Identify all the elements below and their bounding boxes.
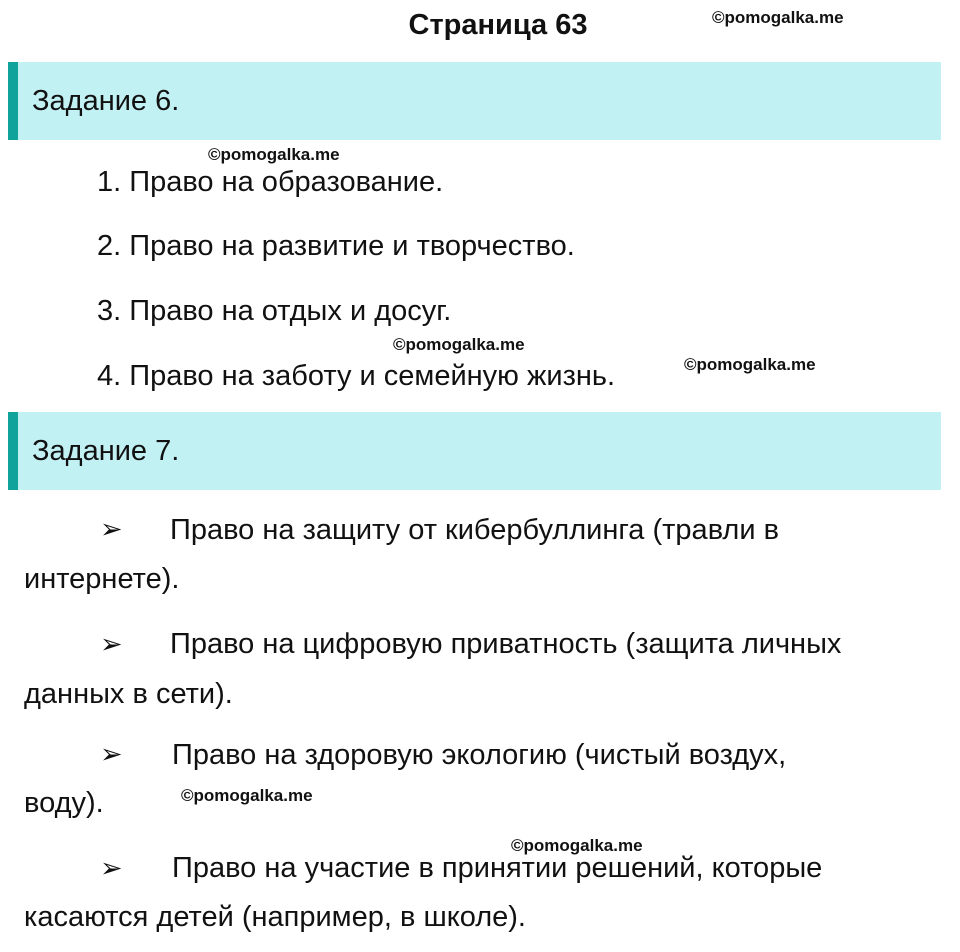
task7-item-2-line1: Право на цифровую приватность (защита личных: [170, 628, 842, 660]
task6-item-1: 1. Право на образование.: [97, 166, 444, 198]
task7-heading: Задание 7.: [32, 435, 180, 467]
watermark: ©pomogalka.me: [511, 836, 643, 855]
task6-item-2: 2. Право на развитие и творчество.: [97, 230, 575, 262]
task7-item-1-line2: интернете).: [24, 563, 180, 595]
task6-item-3: 3. Право на отдых и досуг.: [97, 295, 452, 327]
task6-item-4: 4. Право на заботу и семейную жизнь.: [97, 360, 616, 392]
watermark: ©pomogalka.me: [393, 335, 525, 354]
watermark: ©pomogalka.me: [684, 355, 816, 374]
task6-heading: Задание 6.: [32, 85, 180, 117]
bullet-arrow-icon: ➢: [100, 739, 123, 769]
task7-item-4-line2: касаются детей (например, в школе).: [24, 901, 526, 933]
watermark: ©pomogalka.me: [208, 145, 340, 164]
watermark: ©pomogalka.me: [181, 786, 313, 805]
task7-item-2-line2: данных в сети).: [24, 678, 233, 710]
bullet-arrow-icon: ➢: [100, 629, 123, 659]
watermark: ©pomogalka.me: [712, 8, 844, 27]
task7-item-3-line1: Право на здоровую экологию (чистый воздух,: [172, 739, 787, 771]
bullet-arrow-icon: ➢: [100, 853, 123, 883]
task7-item-4-line1: Право на участие в принятии решений, которые: [172, 852, 823, 884]
task7-item-1-line1: Право на защиту от кибербуллинга (травли в: [170, 514, 780, 546]
page-title: Страница 63: [408, 9, 588, 41]
task7-banner: [8, 412, 941, 490]
task7-item-3-line2: воду).: [24, 787, 104, 819]
task6-banner: [8, 62, 941, 140]
bullet-arrow-icon: ➢: [100, 514, 123, 544]
